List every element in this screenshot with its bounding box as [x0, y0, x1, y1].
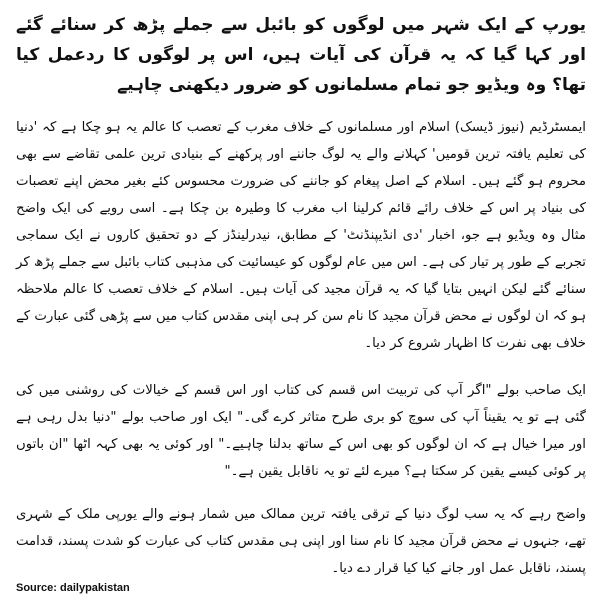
article-paragraph-3: واضح رہے کہ یہ سب لوگ دنیا کے ترقی یافتہ ترین ممالک میں شمار ہونے والے یورپی ملک کے شہری تھے، جنہوں نے محض قرآن مجید کا نام سنا اور اپنی ہی مقدس کتاب کی عبارت کو شدت پسند، قدامت پسند، ناقابل عمل اور جانے کیا کیا قرار دے دیا۔ [16, 507, 586, 576]
source-credit: Source: dailypakistan [16, 582, 130, 594]
article-paragraph-1: ایمسٹرڈیم (نیوز ڈیسک) اسلام اور مسلمانوں کے خلاف مغرب کے تعصب کا عالم یہ ہو چکا ہے کہ 'دنیا کی تعلیم یافتہ ترین قومیں' کہلانے والے یہ لوگ جاننے اور پرکھنے کے بنیادی ترین علمی تقاضے سے بھی محروم ہو گئے ہیں۔ اسلام کے اصل پیغام کو جاننے کی ضرورت محسوس کئے بغیر محض اپنے تعصبات کی بنیاد پر اس کے خلاف رائے قائم کرلینا اب مغرب کا وطیرہ بن چکا ہے۔ اسی رویے کی ایک واضح مثال وہ ویڈیو ہے جو، اخبار 'دی انڈیپنڈنٹ' کے مطابق، نیدرلینڈز کے دو تحقیق کاروں نے ایک سماجی تجربے کے طور پر تیار کی ہے۔ اس میں عام لوگوں کو عیسائیت کی مذہبی کتاب بائبل سے جملے پڑھ کر سنائے گئے لیکن انہیں بتایا گیا کہ یہ قرآن مجید کی آیات ہیں۔ اسلام کے خلاف تعصب کا عالم ملاحظہ ہو کہ ان لوگوں نے محض قرآن مجید کا نام سن کر ہی اپنی مقدس کتاب میں سے پڑھی گئی عبارت کے خلاف بھی نفرت کا اظہار شروع کر دیا۔ [16, 120, 586, 351]
article-paragraph-2: ایک صاحب بولے "اگر آپ کی تربیت اس قسم کی کتاب اور اس قسم کے خیالات کی روشنی میں کی گئی ہے تو یہ یقیناً آپ کی سوچ کو بری طرح متاثر کرے گی۔" ایک اور صاحب بولے "دنیا بدل رہی ہے اور میرا خیال ہے کہ ان لوگوں کو بھی اس کے ساتھ بدلنا چاہیے۔" اور کوئی یہ بھی کہہ اٹھا "ان باتوں پر کوئی کیسے یقین کر سکتا ہے؟ میرے لئے تو یہ ناقابل یقین ہے۔" [16, 383, 586, 479]
article-headline: یورپ کے ایک شہر میں لوگوں کو بائبل سے جملے پڑھ کر سنائے گئے اور کہا گیا کہ یہ قرآن کی آیات ہیں، اس پر لوگوں کا ردعمل کیا تھا؟ وہ ویڈیو جو تمام مسلمانوں کو ضرور دیکھنی چاہیے [16, 15, 586, 95]
